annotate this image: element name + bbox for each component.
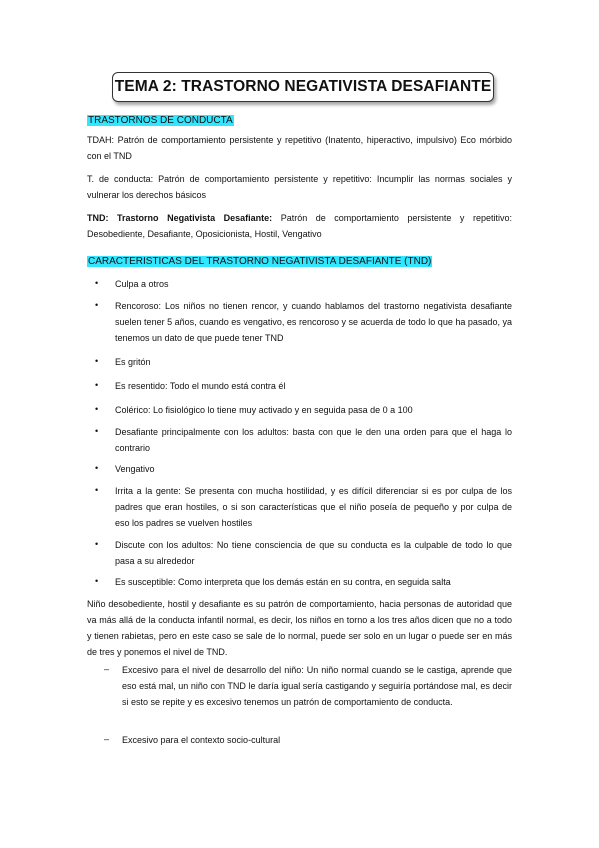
list-item: Colérico: Lo fisiológico lo tiene muy activado y en seguida pasa de 0 a 100 (115, 405, 413, 415)
bullet-marker: • (95, 404, 99, 414)
bullet-marker: • (95, 356, 99, 366)
list-item: Rencoroso: Los niños no tienen rencor, y cuando hablamos del trastorno negativista desafiante suelen tener 5 años, cuando es vengativo, es rencoroso y se acuerda de todo lo que ha pasado, ya tenemos un dato de que puede tener TND (115, 301, 512, 343)
list-item: Excesivo para el nivel de desarrollo del niño: Un niño normal cuando se le castiga, aprende que eso está mal, un niño con TND le daría igual sería castigando y seguiría portándose mal, es decir si esto se repite y es excesivo tenemos un patrón de comportamiento de conducta. (122, 665, 512, 707)
paragraph-nino-desobediente: Niño desobediente, hostil y desafiante es su patrón de comportamiento, hacia personas de autoridad que va más allá de la conducta infantil normal, es decir, los niños en torno a los tres años dicen que no a todo y tienen rabietas, pero en este caso se sale de lo normal, puede ser solo en un lugar o puede ser en más de tres y ponemos el nivel de TND. (87, 599, 512, 657)
bullet-marker: • (95, 380, 99, 390)
list-item: Discute con los adultos: No tiene consciencia de que su conducta es la culpable de todo lo que pasa a su alrededor (115, 540, 512, 566)
list-item: Vengativo (115, 464, 155, 474)
paragraph-tdah: TDAH: Patrón de comportamiento persistente y repetitivo (Inatento, hiperactivo, impulsivo) Eco mórbido con el TND (87, 135, 512, 161)
bullet-marker: • (95, 426, 99, 436)
section-heading-trastornos (87, 110, 234, 128)
bullet-marker: • (95, 485, 99, 495)
bullet-marker: • (95, 300, 99, 310)
bullet-marker: • (95, 278, 99, 288)
list-item: Culpa a otros (115, 279, 169, 289)
list-item: Es gritón (115, 357, 151, 367)
list-item: Excesivo para el contexto socio-cultural (122, 735, 281, 745)
list-item: Es susceptible: Como interpreta que los demás están en su contra, en seguida salta (115, 577, 451, 587)
list-item: Desafiante principalmente con los adultos: basta con que le den una orden para que el haga lo contrario (115, 427, 512, 453)
list-item: Irrita a la gente: Se presenta con mucha hostilidad, y es difícil diferenciar si es por culpa de los padres que eran hostiles, o si son características que el niño poseía de pequeño y por culpa de eso los padres se vuelven hostiles (115, 486, 512, 528)
dash-marker: – (104, 734, 110, 744)
title-box (112, 72, 494, 102)
dash-marker: – (104, 664, 110, 674)
list-item: Es resentido: Todo el mundo está contra él (115, 381, 286, 391)
tnd-label: TND: Trastorno Negativista Desafiante: (87, 213, 273, 223)
heading-highlight: TRASTORNOS DE CONDUCTA (88, 115, 233, 126)
bullet-marker: • (95, 463, 99, 473)
tnd-description: Patrón de comportamiento persistente y repetitivo: Desobediente, Desafiante, Oposicionista, Hostil, Vengativo (87, 213, 512, 239)
heading-highlight: CARACTERISTICAS DEL TRASTORNO NEGATIVISTA DESAFIANTE (TND) (88, 256, 432, 267)
bullet-marker: • (95, 576, 99, 586)
section-heading-caracteristicas (87, 251, 432, 269)
paragraph-tnd (87, 210, 512, 242)
paragraph-conducta: T. de conducta: Patrón de comportamiento persistente y repetitivo: Incumplir las normas sociales y vulnerar los derechos básicos (87, 174, 512, 200)
bullet-marker: • (95, 539, 99, 549)
page-title: TEMA 2: TRASTORNO NEGATIVISTA DESAFIANTE (114, 78, 492, 95)
